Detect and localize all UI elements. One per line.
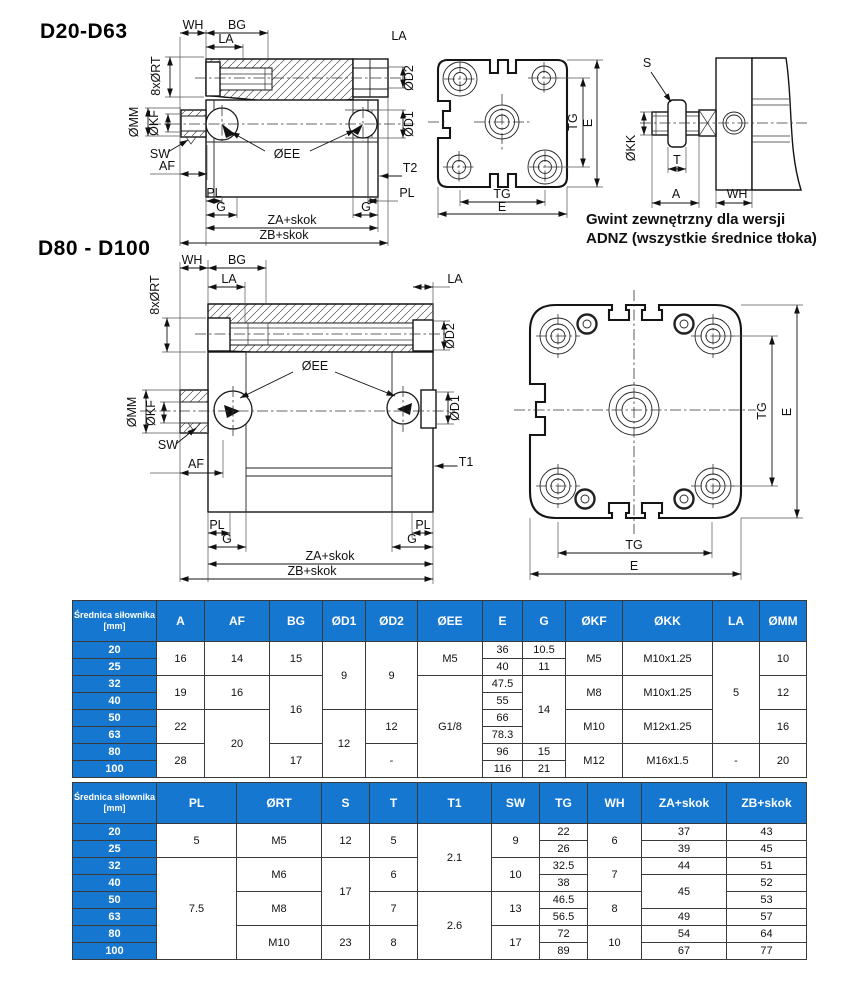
cell: 36 <box>483 642 523 659</box>
cell: 5 <box>713 642 760 744</box>
dim-label-bg: BG <box>227 18 247 32</box>
col-header-bg: BG <box>270 601 323 642</box>
dim-label-d2: ØD2 <box>402 65 416 91</box>
table-row <box>73 676 807 693</box>
dim-label-ee-80: ØEE <box>301 359 329 373</box>
col-header-ee: ØEE <box>418 601 483 642</box>
dim-label-g-80: G <box>222 532 232 546</box>
col-header-e: E <box>483 601 523 642</box>
dim-label-tg-80-vertical: TG <box>755 402 769 420</box>
cell: 43 <box>727 824 807 841</box>
cell: 52 <box>727 875 807 892</box>
cell: 26 <box>540 841 588 858</box>
thread-note-line1: Gwint zewnętrzny dla wersji <box>586 211 786 228</box>
cell: M16x1.5 <box>623 744 713 778</box>
col-header-wh: WH <box>588 783 642 824</box>
cell: 11 <box>523 659 566 676</box>
row-label: 32 <box>73 858 157 875</box>
dim-label-e-vertical: E <box>581 118 595 128</box>
cell: 53 <box>727 892 807 909</box>
row-label: 25 <box>73 841 157 858</box>
cell: 22 <box>540 824 588 841</box>
dim-label-af: AF <box>159 159 175 173</box>
col-header-zb: ZB+skok <box>727 783 807 824</box>
cell: 89 <box>540 943 588 960</box>
table-row <box>73 642 807 659</box>
cell: 23 <box>322 926 370 960</box>
col-header-mm: ØMM <box>760 601 807 642</box>
cell: 8 <box>370 926 418 960</box>
cell: 39 <box>642 841 727 858</box>
cell: 17 <box>270 744 323 778</box>
cell: 19 <box>157 676 205 710</box>
cell: 44 <box>642 858 727 875</box>
cell: 77 <box>727 943 807 960</box>
cell: 5 <box>370 824 418 858</box>
cell: 46.5 <box>540 892 588 909</box>
dim-label-la-80: LA <box>221 272 237 286</box>
cell: 15 <box>270 642 323 676</box>
cell: 2.6 <box>418 892 492 960</box>
cell: 45 <box>727 841 807 858</box>
col-header-af: AF <box>205 601 270 642</box>
cell: 17 <box>322 858 370 926</box>
col-header-a: A <box>157 601 205 642</box>
cell: 66 <box>483 710 523 727</box>
col-header-la: LA <box>713 601 760 642</box>
cell: 32.5 <box>540 858 588 875</box>
cell: M12 <box>566 744 623 778</box>
cell: M10 <box>237 926 322 960</box>
col-header-diameter-2: Średnica siłownika [mm] <box>73 783 157 824</box>
view-d20-d63-face <box>428 60 603 218</box>
dim-label-pl-80-right: PL <box>415 518 431 532</box>
cell: 96 <box>483 744 523 761</box>
cell: - <box>713 744 760 778</box>
col-header-rt: ØRT <box>237 783 322 824</box>
dim-label-kk: ØKK <box>624 134 638 162</box>
row-label: 25 <box>73 659 157 676</box>
cell: 49 <box>642 909 727 926</box>
row-label: 40 <box>73 693 157 710</box>
row-label: 63 <box>73 909 157 926</box>
cell: M5 <box>566 642 623 676</box>
col-header-diameter: Średnica siłownika [mm] <box>73 601 157 642</box>
dim-label-tg-vertical: TG <box>566 113 580 131</box>
cell: 51 <box>727 858 807 875</box>
cell: 10 <box>588 926 642 960</box>
cell: 7 <box>588 858 642 892</box>
cell: 67 <box>642 943 727 960</box>
cell: 9 <box>492 824 540 858</box>
cell: 5 <box>157 824 237 858</box>
dim-label-af-80: AF <box>188 457 204 471</box>
cell: 7.5 <box>157 858 237 960</box>
cell: 55 <box>483 693 523 710</box>
cell: 40 <box>483 659 523 676</box>
cell: M6 <box>237 858 322 892</box>
dim-label-ee: ØEE <box>273 147 301 161</box>
cell: M10x1.25 <box>623 676 713 710</box>
dim-label-za: ZA+skok <box>267 213 317 227</box>
cell: 78.3 <box>483 727 523 744</box>
dim-label-zb: ZB+skok <box>259 228 309 242</box>
dim-label-zb-80: ZB+skok <box>287 564 337 578</box>
cell: 12 <box>760 676 807 710</box>
cell: 16 <box>205 676 270 710</box>
dim-label-pl-80: PL <box>209 518 225 532</box>
dim-label-t: T <box>673 153 681 167</box>
dim-label-e-horizontal: E <box>497 200 507 214</box>
dim-label-s: S <box>642 56 652 70</box>
cell: - <box>366 744 418 778</box>
col-header-sw: SW <box>492 783 540 824</box>
cell: 22 <box>157 710 205 744</box>
row-label: 50 <box>73 892 157 909</box>
dim-label-tg-horizontal: TG <box>493 187 511 201</box>
dim-label-wh-80: WH <box>181 253 203 267</box>
dim-label-8xort-80: 8xØRT <box>148 275 162 315</box>
row-label: 50 <box>73 710 157 727</box>
col-header-pl: PL <box>157 783 237 824</box>
cell: 2.1 <box>418 824 492 892</box>
cell: 45 <box>642 875 727 909</box>
col-header-d2: ØD2 <box>366 601 418 642</box>
cell: 37 <box>642 824 727 841</box>
view-d80-d100-face <box>514 290 803 580</box>
cell: 21 <box>523 761 566 778</box>
dim-label-wh: WH <box>182 18 204 32</box>
row-label: 100 <box>73 761 157 778</box>
dim-label-t2: T2 <box>402 161 418 175</box>
row-label: 80 <box>73 744 157 761</box>
dimensions-table-1 <box>72 600 807 778</box>
dim-label-kf-80: ØKF <box>144 400 158 426</box>
cell: 15 <box>523 744 566 761</box>
row-label: 20 <box>73 642 157 659</box>
row-label: 100 <box>73 943 157 960</box>
cell: 6 <box>370 858 418 892</box>
col-header-d1: ØD1 <box>323 601 366 642</box>
dim-label-t1: T1 <box>458 455 474 469</box>
col-header-tg: TG <box>540 783 588 824</box>
cell: 28 <box>157 744 205 778</box>
cell: 64 <box>727 926 807 943</box>
cell: 12 <box>322 824 370 858</box>
cell: M8 <box>566 676 623 710</box>
cell: 47.5 <box>483 676 523 693</box>
cell: 20 <box>760 744 807 778</box>
cell: 6 <box>588 824 642 858</box>
cell: M5 <box>237 824 322 858</box>
dim-label-kf: ØKF <box>147 110 161 136</box>
col-header-t1: T1 <box>418 783 492 824</box>
cell: 10 <box>492 858 540 892</box>
cell: 8 <box>588 892 642 926</box>
cell: 12 <box>323 710 366 778</box>
dim-label-g: G <box>216 200 226 214</box>
dim-label-g-80-right: G <box>407 532 417 546</box>
cell: M8 <box>237 892 322 926</box>
cell: M12x1.25 <box>623 710 713 744</box>
cell: M10 <box>566 710 623 744</box>
dim-label-pl-right: PL <box>399 186 415 200</box>
dim-label-mm: ØMM <box>127 106 141 138</box>
cell: 12 <box>366 710 418 744</box>
dim-label-sw: SW <box>149 147 171 161</box>
cell: 9 <box>323 642 366 710</box>
cell: 7 <box>370 892 418 926</box>
col-header-kk: ØKK <box>623 601 713 642</box>
dim-label-a: A <box>671 187 681 201</box>
cell: 10 <box>760 642 807 676</box>
cell: 9 <box>366 642 418 710</box>
cell: 56.5 <box>540 909 588 926</box>
cell: 16 <box>760 710 807 744</box>
row-label: 20 <box>73 824 157 841</box>
dim-label-la-80-right: LA <box>447 272 463 286</box>
col-header-t: T <box>370 783 418 824</box>
col-header-za: ZA+skok <box>642 783 727 824</box>
cell: 72 <box>540 926 588 943</box>
dim-label-8xort: 8xØRT <box>149 56 163 96</box>
dim-label-bg-80: BG <box>227 253 247 267</box>
cell: 16 <box>157 642 205 676</box>
row-label: 40 <box>73 875 157 892</box>
section-title-d80-d100: D80 - D100 <box>38 237 151 260</box>
dim-label-la: LA <box>218 32 234 46</box>
dim-label-za-80: ZA+skok <box>305 549 355 563</box>
cell: 20 <box>205 710 270 778</box>
cell: 13 <box>492 892 540 926</box>
dim-label-d2-80: ØD2 <box>443 323 457 349</box>
dim-label-la-right: LA <box>391 29 407 43</box>
cell: 14 <box>523 676 566 744</box>
dim-label-d1: ØD1 <box>402 111 416 137</box>
row-label: 80 <box>73 926 157 943</box>
cell: 54 <box>642 926 727 943</box>
dim-label-pl: PL <box>206 186 222 200</box>
cell: G1/8 <box>418 676 483 778</box>
col-header-g: G <box>523 601 566 642</box>
view-d80-d100-side-section <box>125 253 473 584</box>
dim-label-e-80-horizontal: E <box>629 559 639 573</box>
cell: 16 <box>270 676 323 744</box>
dim-label-g-right: G <box>361 200 371 214</box>
dim-label-e-80-vertical: E <box>780 407 794 417</box>
dim-label-tg-80-horizontal: TG <box>625 538 643 552</box>
cell: M5 <box>418 642 483 676</box>
view-d20-d63-side-section <box>127 18 417 246</box>
cell: M10x1.25 <box>623 642 713 676</box>
cell: 10.5 <box>523 642 566 659</box>
cell: 38 <box>540 875 588 892</box>
row-label: 32 <box>73 676 157 693</box>
dim-label-sw-80: SW <box>157 438 179 452</box>
dim-label-mm-80: ØMM <box>125 396 139 428</box>
table-row <box>73 824 807 841</box>
thread-note-line2: ADNZ (wszystkie średnice tłoka) <box>586 229 817 247</box>
cell: 17 <box>492 926 540 960</box>
col-header-kf: ØKF <box>566 601 623 642</box>
dim-label-wh-thread: WH <box>726 187 748 201</box>
col-header-s: S <box>322 783 370 824</box>
cell: 14 <box>205 642 270 676</box>
view-thread-detail <box>624 56 808 208</box>
dim-label-d1-80: ØD1 <box>448 395 462 421</box>
cell: 116 <box>483 761 523 778</box>
cell: 57 <box>727 909 807 926</box>
section-title-d20-d63: D20-D63 <box>40 20 128 43</box>
row-label: 63 <box>73 727 157 744</box>
dimensions-table-2 <box>72 782 807 960</box>
